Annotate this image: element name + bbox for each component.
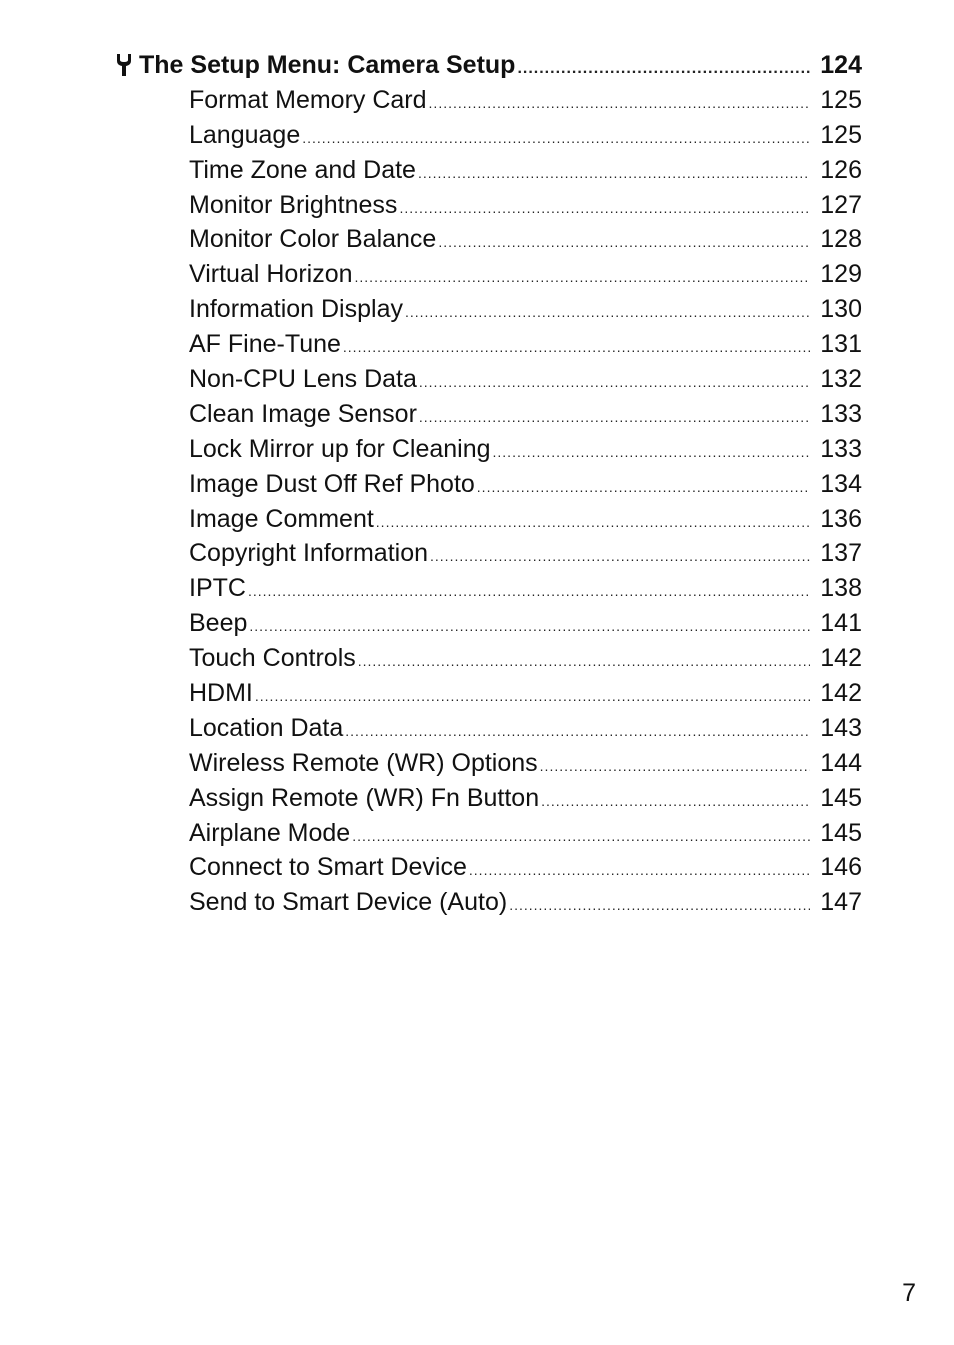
dot-leader <box>248 574 810 609</box>
toc-item-label: Wireless Remote (WR) Options <box>189 748 538 777</box>
dot-leader <box>405 295 810 330</box>
toc-item-page: 128 <box>820 225 862 254</box>
toc-item-label: Clean Image Sensor <box>189 399 417 428</box>
dot-leader <box>509 888 810 923</box>
toc-item-page: 145 <box>820 818 862 847</box>
table-of-contents <box>112 48 862 920</box>
toc-item-label: Language <box>189 120 301 149</box>
toc-item[interactable] <box>112 327 862 362</box>
toc-item[interactable] <box>112 292 862 327</box>
toc-item-label: Time Zone and Date <box>189 155 416 184</box>
dot-leader <box>419 400 810 435</box>
toc-item-page: 143 <box>820 713 862 742</box>
toc-item[interactable] <box>112 536 862 571</box>
toc-item-label: Image Comment <box>189 504 374 533</box>
dot-leader <box>376 505 810 540</box>
dot-leader <box>517 52 810 87</box>
toc-item[interactable] <box>112 781 862 816</box>
toc-item[interactable] <box>112 502 862 537</box>
toc-heading-label: The Setup Menu: Camera Setup <box>139 51 516 79</box>
toc-item[interactable] <box>112 606 862 641</box>
toc-item-label: Lock Mirror up for Cleaning <box>189 434 491 463</box>
toc-item-page: 125 <box>820 120 862 149</box>
dot-leader <box>355 260 810 295</box>
toc-item[interactable] <box>112 885 862 920</box>
toc-item-page: 146 <box>820 853 862 882</box>
toc-items <box>112 83 862 920</box>
toc-item-page: 126 <box>820 155 862 184</box>
toc-item-page: 138 <box>820 574 862 603</box>
toc-item-label: Send to Smart Device (Auto) <box>189 888 508 917</box>
toc-item[interactable] <box>112 83 862 118</box>
toc-item-label: Location Data <box>189 713 344 742</box>
toc-item-label: Beep <box>189 609 248 638</box>
dot-leader <box>438 225 810 260</box>
page-number: 7 <box>902 1279 916 1307</box>
dot-leader <box>418 156 810 191</box>
dot-leader <box>540 749 810 784</box>
toc-item-label: Monitor Color Balance <box>189 225 437 254</box>
toc-item-label: Monitor Brightness <box>189 190 398 219</box>
toc-item[interactable] <box>112 362 862 397</box>
toc-item[interactable] <box>112 850 862 885</box>
toc-item-page: 134 <box>820 469 862 498</box>
toc-item-page: 127 <box>820 190 862 219</box>
toc-item-page: 142 <box>820 679 862 708</box>
toc-item[interactable] <box>112 816 862 851</box>
toc-heading-page: 124 <box>820 51 862 79</box>
toc-item-label: Virtual Horizon <box>189 260 353 289</box>
toc-item[interactable] <box>112 188 862 223</box>
toc-item[interactable] <box>112 571 862 606</box>
toc-item-label: IPTC <box>189 574 246 603</box>
toc-item[interactable] <box>112 711 862 746</box>
toc-item-page: 141 <box>820 609 862 638</box>
toc-item[interactable] <box>112 746 862 781</box>
toc-item-page: 131 <box>820 330 862 359</box>
toc-item-label: Information Display <box>189 295 403 324</box>
toc-item[interactable] <box>112 676 862 711</box>
dot-leader <box>358 644 810 679</box>
toc-item-label: Connect to Smart Device <box>189 853 467 882</box>
dot-leader <box>352 819 810 854</box>
toc-item-page: 137 <box>820 539 862 568</box>
toc-item-label: Format Memory Card <box>189 85 427 114</box>
toc-item-label: Non-CPU Lens Data <box>189 365 417 394</box>
toc-item-label: AF Fine-Tune <box>189 330 341 359</box>
dot-leader <box>345 714 810 749</box>
toc-item[interactable] <box>112 257 862 292</box>
toc-item-page: 129 <box>820 260 862 289</box>
toc-item-page: 145 <box>820 783 862 812</box>
toc-item-label: Image Dust Off Ref Photo <box>189 469 475 498</box>
dot-leader <box>430 539 810 574</box>
toc-item-label: Airplane Mode <box>189 818 351 847</box>
toc-item-page: 133 <box>820 434 862 463</box>
dot-leader <box>419 365 810 400</box>
toc-item-label: Copyright Information <box>189 539 429 568</box>
toc-item-page: 125 <box>820 85 862 114</box>
wrench-icon <box>112 52 136 78</box>
toc-item[interactable] <box>112 222 862 257</box>
dot-leader <box>429 86 810 121</box>
dot-leader <box>255 679 810 714</box>
toc-item-label: HDMI <box>189 679 253 708</box>
toc-item[interactable] <box>112 432 862 467</box>
toc-item-page: 130 <box>820 295 862 324</box>
toc-item-label: Assign Remote (WR) Fn Button <box>189 783 540 812</box>
toc-item-page: 142 <box>820 644 862 673</box>
dot-leader <box>469 853 810 888</box>
toc-item[interactable] <box>112 467 862 502</box>
dot-leader <box>477 470 810 505</box>
toc-item[interactable] <box>112 397 862 432</box>
dot-leader <box>493 435 810 470</box>
toc-item-label: Touch Controls <box>189 644 356 673</box>
toc-item-page: 144 <box>820 748 862 777</box>
toc-item[interactable] <box>112 118 862 153</box>
dot-leader <box>343 330 810 365</box>
dot-leader <box>399 191 810 226</box>
toc-item-page: 133 <box>820 399 862 428</box>
toc-item-page: 132 <box>820 365 862 394</box>
dot-leader <box>541 784 810 819</box>
dot-leader <box>249 609 810 644</box>
dot-leader <box>302 121 810 156</box>
toc-item-page: 147 <box>820 888 862 917</box>
toc-item[interactable] <box>112 153 862 188</box>
toc-item[interactable] <box>112 641 862 676</box>
toc-item-page: 136 <box>820 504 862 533</box>
toc-heading[interactable] <box>112 48 862 83</box>
